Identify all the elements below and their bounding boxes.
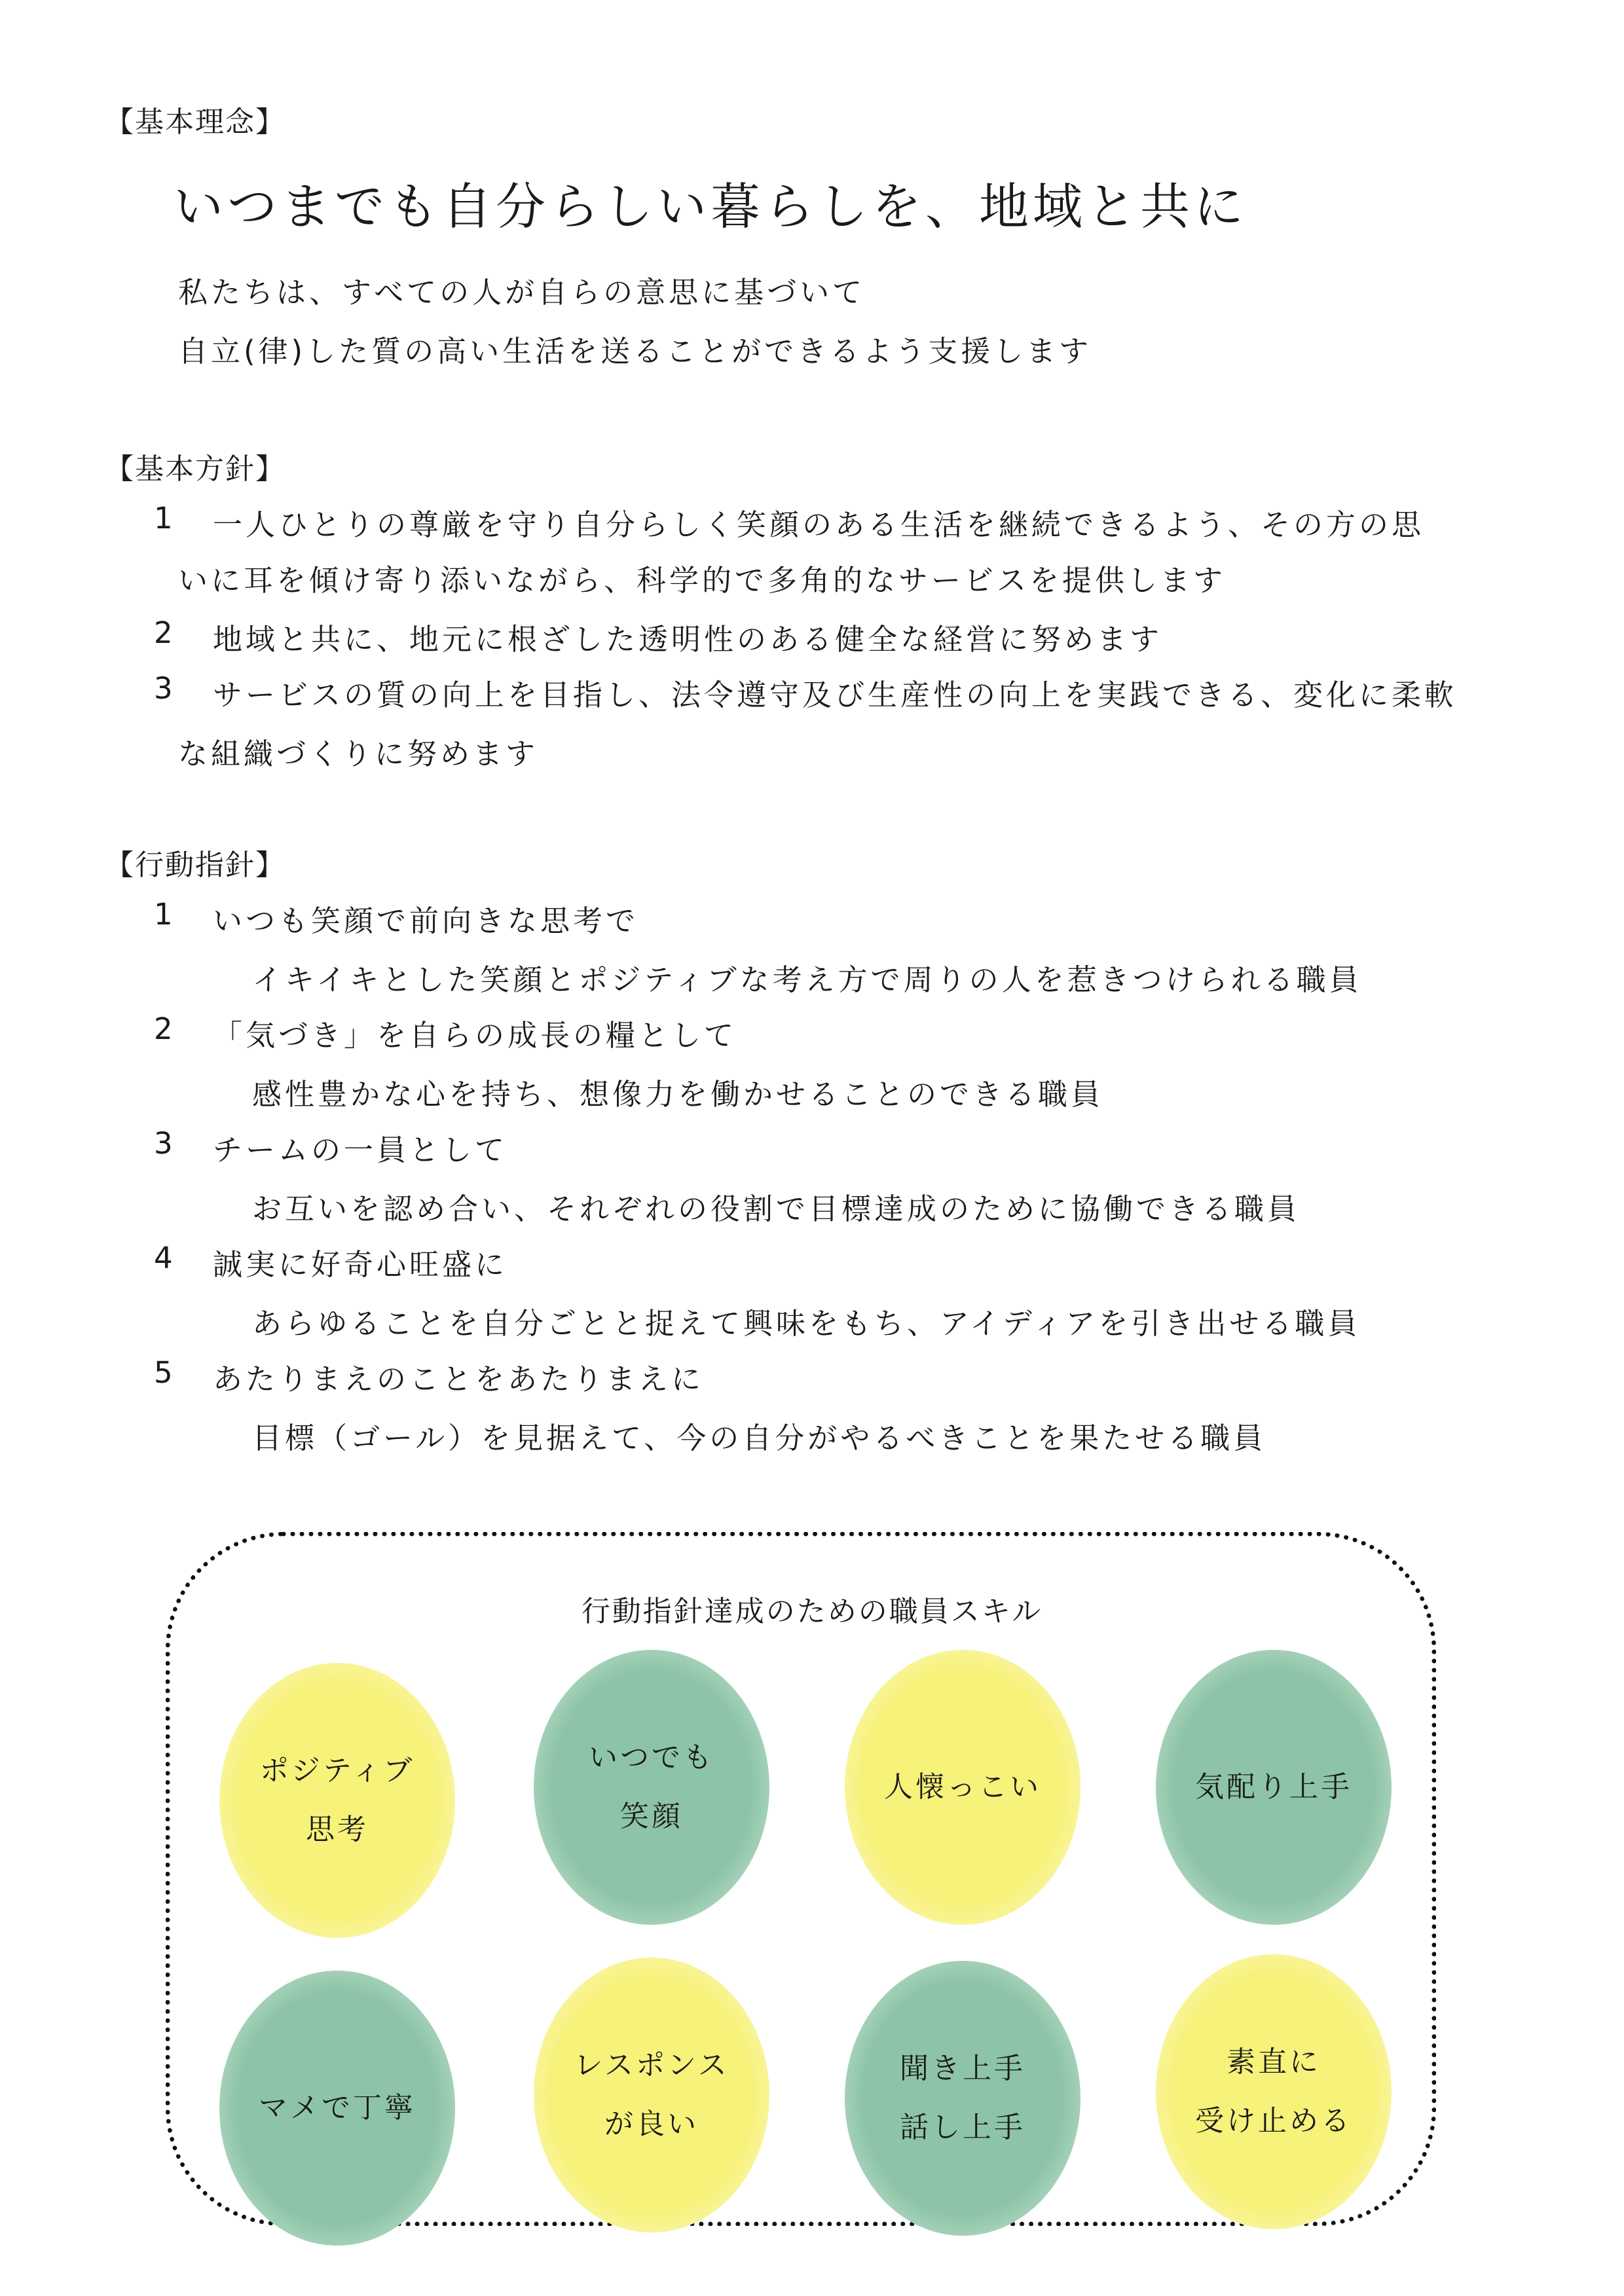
conduct-item-number: 5 xyxy=(154,1355,173,1390)
conduct-item-number: 1 xyxy=(154,897,173,932)
philosophy-title: いつまでも自分らしい暮らしを、地域と共に xyxy=(174,177,1247,236)
skill-circle xyxy=(534,1958,769,2232)
conduct-item-number: 3 xyxy=(154,1126,173,1161)
policy-item-text: な組織づくりに努めます xyxy=(178,737,539,771)
conduct-item-title: あたりまえのことをあたりまえに xyxy=(213,1362,705,1396)
policy-item-number: 2 xyxy=(154,615,173,650)
policy-item-text: いに耳を傾け寄り添いながら、科学的で多角的なサービスを提供します xyxy=(178,563,1227,598)
skill-label: 聞き上手 xyxy=(900,2052,1025,2085)
conduct-item-title: いつも笑顔で前向きな思考で xyxy=(213,903,639,938)
conduct-item-title: 「気づき」を自らの成長の糧として xyxy=(213,1018,737,1053)
skills-title: 行動指針達成のための職員スキル xyxy=(581,1595,1043,1628)
skill-label: 受け止める xyxy=(1195,2104,1352,2138)
skill-circle xyxy=(1156,1954,1392,2229)
conduct-heading: 【行動指針】 xyxy=(105,848,286,882)
conduct-item-desc: 感性豊かな心を持ち、想像力を働かせることのできる職員 xyxy=(252,1077,1104,1112)
philosophy-line-2: 自立(律)した質の高い生活を送ることができるよう支援します xyxy=(178,334,1092,369)
policy-item-number: 3 xyxy=(154,671,173,706)
skill-label: 思考 xyxy=(306,1813,369,1846)
skill-label: 気配り上手 xyxy=(1195,1770,1352,1804)
policy-item-text: 地域と共に、地元に根ざした透明性のある健全な経営に努めます xyxy=(213,622,1163,657)
conduct-item-number: 4 xyxy=(154,1241,173,1275)
philosophy-heading: 【基本理念】 xyxy=(105,105,286,139)
skill-circle xyxy=(219,1971,455,2246)
skill-circle xyxy=(534,1650,769,1925)
skill-label: マメで丁寧 xyxy=(259,2091,416,2124)
skill-label: 笑顔 xyxy=(620,1800,683,1833)
conduct-item-desc: 目標（ゴール）を見据えて、今の自分がやるべきことを果たせる職員 xyxy=(252,1421,1266,1455)
policy-item-text: サービスの質の向上を目指し、法令遵守及び生産性の向上を実践できる、変化に柔軟 xyxy=(213,678,1458,712)
skill-label: 話し上手 xyxy=(900,2111,1025,2144)
conduct-item-number: 2 xyxy=(154,1011,173,1046)
skill-label: が良い xyxy=(604,2107,699,2141)
conduct-item-desc: イキイキとした笑顔とポジティブな考え方で周りの人を惹きつけられる職員 xyxy=(252,962,1362,997)
skill-circle xyxy=(845,1961,1080,2236)
skill-label: いつでも xyxy=(589,1741,714,1774)
conduct-item-desc: お互いを認め合い、それぞれの役割で目標達成のために協働できる職員 xyxy=(252,1192,1301,1226)
skill-label: 素直に xyxy=(1227,2045,1321,2079)
skill-circle xyxy=(219,1663,455,1938)
conduct-item-desc: あらゆることを自分ごとと捉えて興味をもち、アイディアを引き出せる職員 xyxy=(252,1306,1361,1341)
skill-label: レスポンス xyxy=(574,2049,729,2082)
conduct-item-title: 誠実に好奇心旺盛に xyxy=(213,1247,508,1282)
policy-heading: 【基本方針】 xyxy=(105,452,286,486)
conduct-item-title: チームの一員として xyxy=(213,1133,508,1167)
skill-circle xyxy=(1156,1650,1392,1925)
policy-item-number: 1 xyxy=(154,501,173,536)
philosophy-line-1: 私たちは、すべての人が自らの意思に基づいて xyxy=(178,275,866,310)
skill-label: ポジティブ xyxy=(259,1754,415,1787)
skill-label: 人懐っこい xyxy=(884,1770,1041,1804)
skill-circle xyxy=(845,1650,1080,1925)
policy-item-text: 一人ひとりの尊厳を守り自分らしく笑顔のある生活を継続できるよう、その方の思 xyxy=(213,507,1425,542)
